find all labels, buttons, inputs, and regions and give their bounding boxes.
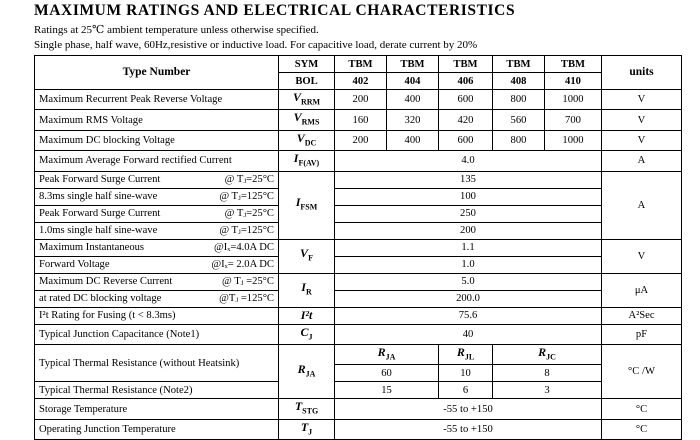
table-row	[35, 239, 682, 256]
thermal-symbol: $R_{JA}$	[279, 344, 335, 398]
table-row	[35, 171, 682, 188]
part-402-bottom: 402	[335, 73, 387, 90]
vrrm-402: 200	[335, 90, 387, 110]
ratings-note: Ratings at 25℃ ambient temperature unless otherwise specified.	[34, 24, 319, 36]
header-row	[35, 56, 682, 73]
table-row	[35, 205, 682, 222]
thermal-head-rjl: $R_{JL}$	[439, 344, 493, 364]
ir-line-2: at rated DC blocking voltage @Tⱼ =125°C	[35, 290, 279, 307]
ir-value-2: 200.0	[335, 290, 602, 307]
vrrm-symbol: $V_{RRM}$	[279, 90, 335, 110]
tj-unit: °C	[602, 419, 682, 439]
vdc-404: 400	[387, 130, 439, 150]
ifav-label: Maximum Average Forward rectified Current	[35, 151, 279, 171]
thermal-unit: °C /W	[602, 344, 682, 398]
ir-symbol: $I_R$	[279, 273, 335, 307]
ifsm-value-4: 200	[335, 222, 602, 239]
thermal-note2-rjl-value: 6	[439, 382, 493, 399]
cj-symbol: $C_J$	[279, 324, 335, 344]
part-406-bottom: 406	[439, 73, 493, 90]
tj-value: -55 to +150	[335, 419, 602, 439]
table-row	[35, 130, 682, 150]
thermal-head-rja: $R_{JA}$	[335, 344, 439, 364]
ifav-value: 4.0	[335, 151, 602, 171]
vrms-408: 560	[493, 110, 545, 130]
datasheet	[34, 2, 684, 440]
table-row	[35, 222, 682, 239]
ifsm-value-2: 100	[335, 188, 602, 205]
i2t-value: 75.6	[335, 307, 602, 324]
vdc-symbol: $V_{DC}$	[279, 130, 335, 150]
tj-symbol: $T_J$	[279, 419, 335, 439]
table-row	[35, 188, 682, 205]
thermal-note2-label: Typical Thermal Resistance (Note2)	[35, 382, 279, 399]
table-row	[35, 256, 682, 273]
vrrm-410: 1000	[545, 90, 602, 110]
vdc-406: 600	[439, 130, 493, 150]
vf-line-2: Forward Voltage @Iₓ= 2.0A DC	[35, 256, 279, 273]
part-402-top: TBM	[335, 56, 387, 73]
vrms-410: 700	[545, 110, 602, 130]
vf-line-1: Maximum Instantaneous @Iₓ=4.0A DC	[35, 239, 279, 256]
cj-value: 40	[335, 324, 602, 344]
table-row	[35, 290, 682, 307]
ifsm-line-3: Peak Forward Surge Current @ Tⱼ=25°C	[35, 205, 279, 222]
part-408-bottom: 408	[493, 73, 545, 90]
part-404-bottom: 404	[387, 73, 439, 90]
tstg-unit: °C	[602, 399, 682, 419]
ifsm-line-2: 8.3ms single half sine-wave @ Tⱼ=125°C	[35, 188, 279, 205]
vdc-410: 1000	[545, 130, 602, 150]
ir-value-1: 5.0	[335, 273, 602, 290]
thermal-rjl-value: 10	[439, 365, 493, 382]
vrms-unit: V	[602, 110, 682, 130]
tj-label: Operating Junction Temperature	[35, 419, 279, 439]
ir-line-1: Maximum DC Reverse Current @ Tⱼ =25°C	[35, 273, 279, 290]
vdc-label: Maximum DC blocking Voltage	[35, 130, 279, 150]
part-410-top: TBM	[545, 56, 602, 73]
table-row	[35, 307, 682, 324]
thermal-head-rjc: $R_{JC}$	[493, 344, 602, 364]
cj-label: Typical Junction Capacitance (Note1)	[35, 324, 279, 344]
vrms-404: 320	[387, 110, 439, 130]
tstg-symbol: $T_{STG}$	[279, 399, 335, 419]
ratings-table	[34, 55, 682, 440]
ifav-symbol: $I_{F(AV)}$	[279, 151, 335, 171]
table-row	[35, 151, 682, 171]
vrms-label: Maximum RMS Voltage	[35, 110, 279, 130]
vrrm-406: 600	[439, 90, 493, 110]
thermal-note2-rjc-value: 3	[493, 382, 602, 399]
thermal-rjc-value: 8	[493, 365, 602, 382]
vdc-402: 200	[335, 130, 387, 150]
table-row	[35, 110, 682, 130]
load-note: Single phase, half wave, 60Hz,resistive or inductive load. For capacitive load, derate current by 20%	[34, 39, 478, 51]
table-row	[35, 324, 682, 344]
ifsm-unit: A	[602, 171, 682, 239]
thermal-note2-rja-value: 15	[335, 382, 439, 399]
table-row	[35, 399, 682, 419]
vrrm-408: 800	[493, 90, 545, 110]
symbol-header-top: SYM	[279, 56, 335, 73]
vf-value-2: 1.0	[335, 256, 602, 273]
vdc-408: 800	[493, 130, 545, 150]
vrrm-404: 400	[387, 90, 439, 110]
part-404-top: TBM	[387, 56, 439, 73]
cj-unit: pF	[602, 324, 682, 344]
vrms-402: 160	[335, 110, 387, 130]
ifsm-line-1: Peak Forward Surge Current @ Tⱼ=25°C	[35, 171, 279, 188]
section-title: MAXIMUM RATINGS AND ELECTRICAL CHARACTERISTICS	[34, 2, 516, 19]
i2t-unit: A²Sec	[602, 307, 682, 324]
i2t-symbol: I²t	[279, 307, 335, 324]
ir-unit: μA	[602, 273, 682, 307]
table-row	[35, 90, 682, 110]
ifsm-value-1: 135	[335, 171, 602, 188]
vf-unit: V	[602, 239, 682, 273]
vdc-unit: V	[602, 130, 682, 150]
table-row	[35, 382, 682, 399]
ifsm-line-4: 1.0ms single half sine-wave @ Tⱼ=125°C	[35, 222, 279, 239]
ifsm-symbol: $I_{FSM}$	[279, 171, 335, 239]
table-row	[35, 344, 682, 364]
vf-value-1: 1.1	[335, 239, 602, 256]
tstg-label: Storage Temperature	[35, 399, 279, 419]
table-row	[35, 273, 682, 290]
ifav-unit: A	[602, 151, 682, 171]
vrms-symbol: $V_{RMS}$	[279, 110, 335, 130]
vrrm-unit: V	[602, 90, 682, 110]
part-406-top: TBM	[439, 56, 493, 73]
symbol-header-bottom: BOL	[279, 73, 335, 90]
vrms-406: 420	[439, 110, 493, 130]
part-410-bottom: 410	[545, 73, 602, 90]
thermal-without-heatsink-label: Typical Thermal Resistance (without Heatsink)	[35, 344, 279, 381]
part-408-top: TBM	[493, 56, 545, 73]
thermal-rja-value: 60	[335, 365, 439, 382]
ifsm-value-3: 250	[335, 205, 602, 222]
vrrm-label: Maximum Recurrent Peak Reverse Voltage	[35, 90, 279, 110]
units-header: units	[602, 56, 682, 90]
i2t-label: I²t Rating for Fusing (t < 8.3ms)	[35, 307, 279, 324]
table-row	[35, 419, 682, 439]
tstg-value: -55 to +150	[335, 399, 602, 419]
type-number-header: Type Number	[35, 56, 279, 90]
vf-symbol: $V_F$	[279, 239, 335, 273]
